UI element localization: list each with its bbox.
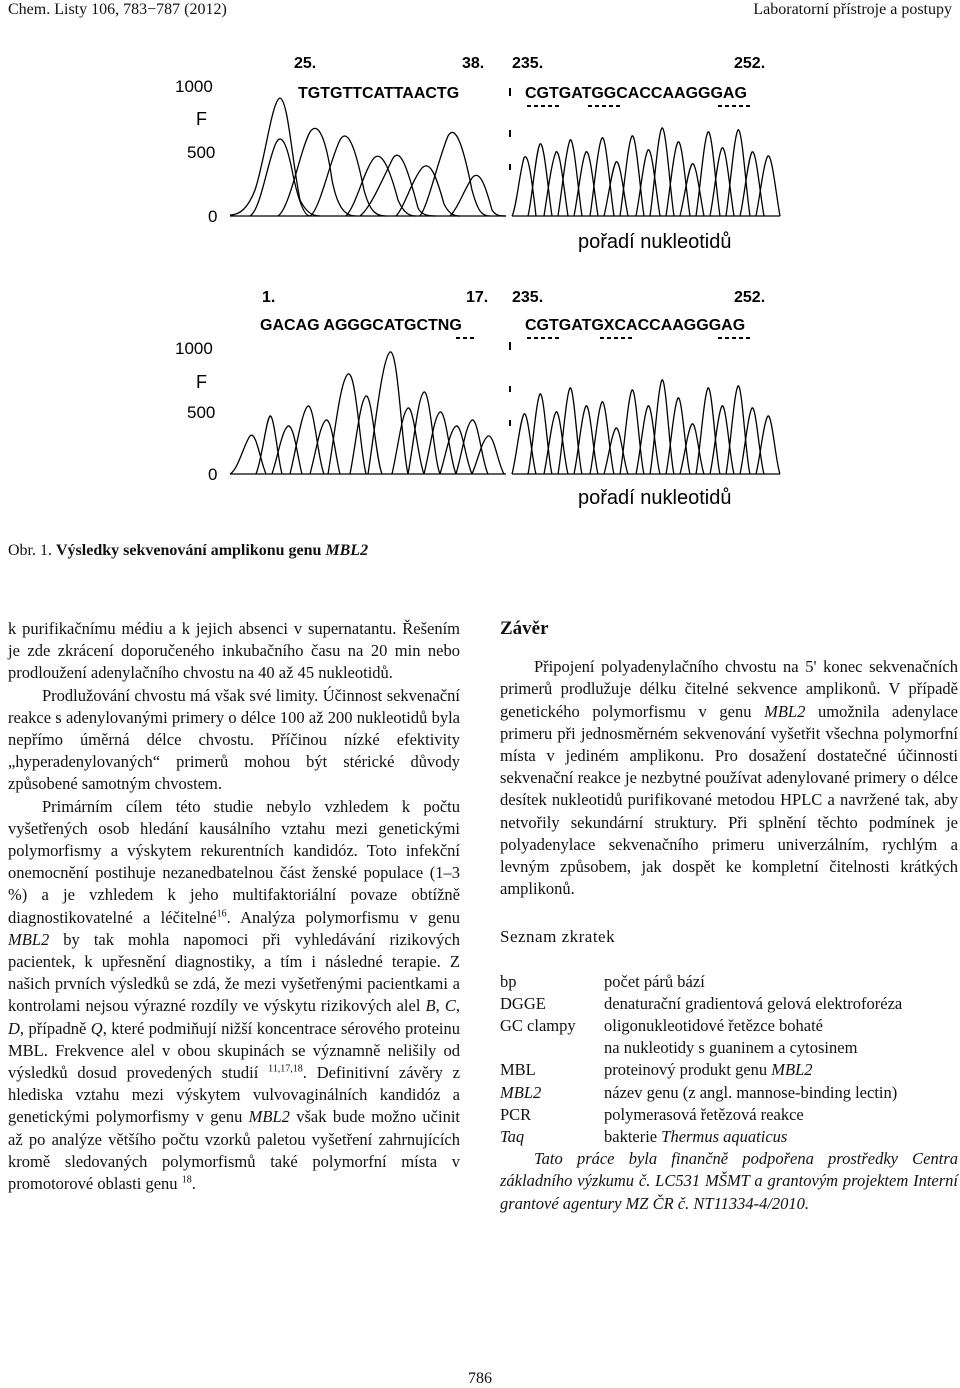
pos-end-right: 252. — [734, 55, 766, 72]
table-row: MBL proteinový produkt genu MBL2 — [500, 1060, 813, 1080]
pos-start-left: 1. — [262, 289, 276, 306]
paragraph: Připojení polyadenylačního chvostu na 5' konec sekvenačních primerů prodlužuje délku čitelné sekvence amplikonů. V případě genetického polymorfismu v genu MBL2 umožnila adenylace primeru při jednosměrném sekvenování vyšetřit všechna polymorfní místa v jediném amplikonu. Pro dosažení dostatečné účinnosti sekvenační reakce je nezbytné používat adenylované primery o délce desítek nukleotidů purifikované metodou HPLC a navržené tak, aby netvořily sekundární struktury. Při splnění těchto podmínek je polyadenylace sekvenačního primeru univerzálním, rychlým a levným způsobem, jak dospět ke kompletní čitelnosti krátkých amplikonů. — [500, 657, 958, 899]
table-row: Taq bakterie Thermus aquaticus — [500, 1127, 788, 1147]
panel-top — [175, 55, 780, 253]
trace-right — [512, 128, 780, 216]
left-column — [8, 618, 460, 1195]
electropherogram-svg — [160, 40, 800, 530]
table-row: MBL2 název genu (z angl. mannose-binding lectin) — [500, 1082, 898, 1102]
journal-citation: Chem. Listy 106, 783−787 (2012) — [8, 1, 227, 18]
y-label-500: 500 — [187, 143, 216, 162]
caption-text: Výsledky sekvenování amplikonu genu — [56, 542, 322, 559]
sequence-left: GACAG AGGGCATGCTNG — [260, 317, 462, 334]
sequence-left: TGTGTTCATTAACTG — [298, 85, 460, 102]
caption-gene: MBL2 — [325, 542, 369, 559]
pos-start-right: 235. — [512, 289, 544, 306]
x-axis-label: pořadí nukleotidů — [578, 487, 732, 509]
citation: 11,17,18 — [268, 1063, 303, 1075]
section-title: Laboratorní přístroje a postupy — [753, 1, 952, 18]
trace-right — [512, 380, 780, 474]
right-column — [500, 618, 958, 1215]
pos-end-left: 38. — [462, 55, 485, 72]
figure-caption — [8, 542, 368, 560]
y-label-1000: 1000 — [175, 339, 213, 358]
citation: 18 — [181, 1174, 192, 1186]
gene-name: MBL2 — [8, 929, 50, 949]
panel-bottom — [175, 289, 780, 509]
y-label-f: F — [196, 372, 207, 392]
pos-start-right: 235. — [512, 55, 544, 72]
figure-electropherograms — [160, 40, 800, 530]
table-row: DGGE denaturační gradientová gelová elektroforéza — [500, 993, 903, 1013]
running-header — [0, 0, 960, 26]
page-number: 786 — [468, 1370, 492, 1387]
trace-left — [230, 352, 506, 474]
y-label-f: F — [196, 109, 207, 129]
sequence-right: CGTGATGXCACCAAGGGAG — [525, 317, 746, 334]
abbreviations-table — [500, 971, 958, 1149]
gene-name: MBL2 — [248, 1107, 290, 1127]
sequence-right: CGTGATGGCACCAAGGGAG — [525, 85, 747, 102]
trace-left — [230, 98, 506, 216]
gene-name: MBL2 — [764, 701, 806, 721]
paragraph: k purifikačnímu médiu a k jejich absenci v supernatantu. Řešením je zde zkrácení doporučeného inkubačního času na 20 min nebo prodloužení adenylačního chvostu na 40 až 45 nukleotidů. — [8, 619, 460, 683]
acknowledgement: Tato práce byla finančně podpořena prostředky Centra základního výzkumu č. LC531 MŠMT a grantovým projektem Interní grantové agentury MZ ČR č. NT11334-4/2010. — [500, 1149, 958, 1213]
pos-end-left: 17. — [466, 289, 489, 306]
section-heading-abbreviations: Seznam zkratek — [500, 927, 616, 947]
table-row: na nukleotidy s guaninem a cytosinem — [604, 1038, 858, 1058]
citation: 16 — [216, 908, 227, 920]
y-label-0: 0 — [208, 207, 218, 226]
table-row: bp počet párů bází — [500, 971, 705, 991]
table-row: PCR polymerasová řetězová reakce — [500, 1104, 804, 1124]
caption-prefix: Obr. 1. — [8, 542, 52, 559]
paragraph: Primárním cílem této studie nebylo vzhledem k počtu vyšetřených osob hledání kausálního vztahu mezi genetickými polymorfismy a výskytem rekurentních kandidóz. Toto infekční onemocnění postihuje nezanedbatelnou část ženské populace (1–3 %) a je vzhledem k jeho multifaktoriální povaze obtížně diagnostikovatelné a léčitelné$^{16}$. Analýza polymorfismu v genu MBL2 by tak mohla napomoci při vyhledávání rizikových pacientek, k upřesnění diagnostiky, a tím i následné terapie. Z našich prvních výsledků se zdá, že mezi vyšetřenými pacientkami a kontrolami nejsou výrazné rozdíly ve výskytu rizikových alel B, C, D, případně Q, které podmiňují nižší koncentrace sérového proteinu MBL. Frekvence alel v obou skupinách se významně nelišily od výsledků dosud provedených studií $^{11,17,18}$. Definitivní závěry z hlediska vztahu mezi výskytem vulvovaginálních kandidóz a genetickými polymorfismy v genu MBL2 však bude možno učinit až po analýze většího počtu vzorků paletou vyšetření zahrnujících kromě sledovaných polymorfismů také polymorfní místa v promotorové oblasti genu $^{18}$. — [8, 796, 461, 1194]
pos-end-right: 252. — [734, 289, 766, 306]
paragraph: Prodlužování chvostu má však své limity. Účinnost sekvenační reakce s adenylovanými primery o délce 100 až 200 nukleotidů byla nepřímo úměrná délce chvostu. Příčinou nízké efektivity „hyperadenylovaných“ primerů mohou být stérické důvody způsobené samotným chvostem. — [8, 685, 460, 794]
y-label-500: 500 — [187, 403, 216, 422]
y-label-1000: 1000 — [175, 77, 213, 96]
x-axis-label: pořadí nukleotidů — [578, 231, 732, 253]
table-row: GC clampy oligonukleotidové řetězce bohaté — [500, 1016, 823, 1036]
y-label-0: 0 — [208, 465, 218, 484]
pos-start-left: 25. — [294, 55, 317, 72]
section-heading-zaver: Závěr — [500, 618, 549, 639]
